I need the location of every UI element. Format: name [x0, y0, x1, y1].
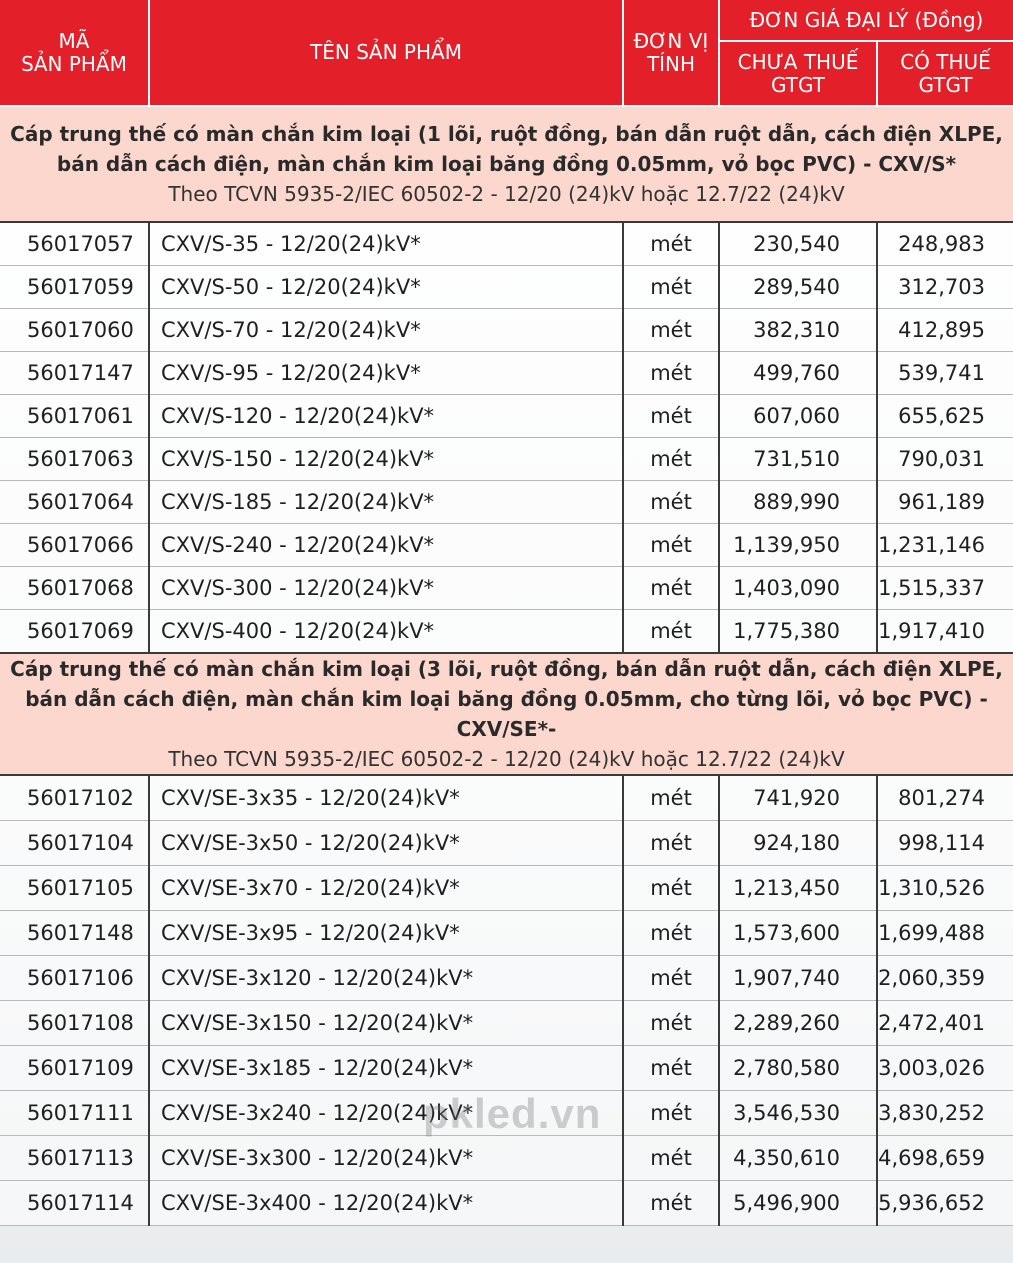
price-incl-vat: 412,895	[877, 309, 1013, 352]
product-name: CXV/S-95 - 12/20(24)kV*	[149, 352, 623, 395]
product-name: CXV/SE-3x70 - 12/20(24)kV*	[149, 866, 623, 911]
table-row	[0, 395, 1013, 438]
product-name: CXV/SE-3x50 - 12/20(24)kV*	[149, 821, 623, 866]
product-unit: mét	[623, 481, 719, 524]
header-unit	[623, 0, 719, 106]
product-unit: mét	[623, 352, 719, 395]
section-heading-cell	[0, 653, 1013, 775]
price-incl-vat: 2,060,359	[877, 956, 1013, 1001]
product-name: CXV/S-35 - 12/20(24)kV*	[149, 222, 623, 266]
price-incl-vat: 1,231,146	[877, 524, 1013, 567]
product-unit: mét	[623, 567, 719, 610]
price-excl-vat: 607,060	[719, 395, 877, 438]
header-price-excl	[719, 41, 877, 106]
price-excl-vat: 1,573,600	[719, 911, 877, 956]
table-row	[0, 911, 1013, 956]
product-code: 56017064	[0, 481, 149, 524]
product-code: 56017148	[0, 911, 149, 956]
table-row	[0, 438, 1013, 481]
price-excl-vat: 1,213,450	[719, 866, 877, 911]
table-row	[0, 821, 1013, 866]
product-code: 56017114	[0, 1181, 149, 1226]
product-unit: mét	[623, 1136, 719, 1181]
product-unit: mét	[623, 866, 719, 911]
price-incl-vat: 1,515,337	[877, 567, 1013, 610]
product-name: CXV/SE-3x95 - 12/20(24)kV*	[149, 911, 623, 956]
product-name: CXV/S-400 - 12/20(24)kV*	[149, 610, 623, 654]
section-title: Cáp trung thế có màn chắn kim loại (3 lõi, ruột đồng, bán dẫn ruột dẫn, cách điện XLPE, bán dẫn cách điện, màn chắn kim loại băng đồng 0.05mm, cho từng lõi, vỏ bọc PVC) - CXV/SE*-	[10, 657, 1003, 741]
table-row	[0, 866, 1013, 911]
product-unit: mét	[623, 309, 719, 352]
header-price-incl-label: CÓ THUẾ GTGT	[900, 49, 991, 97]
product-name: CXV/SE-3x35 - 12/20(24)kV*	[149, 775, 623, 821]
price-incl-vat: 248,983	[877, 222, 1013, 266]
header-price-group	[719, 0, 1013, 41]
product-code: 56017057	[0, 222, 149, 266]
product-name: CXV/S-300 - 12/20(24)kV*	[149, 567, 623, 610]
table-row	[0, 1181, 1013, 1226]
header-price-excl-label: CHƯA THUẾ GTGT	[737, 49, 859, 97]
product-name: CXV/S-150 - 12/20(24)kV*	[149, 438, 623, 481]
product-code: 56017106	[0, 956, 149, 1001]
header-price-incl	[877, 41, 1013, 106]
price-excl-vat: 1,139,950	[719, 524, 877, 567]
price-incl-vat: 1,699,488	[877, 911, 1013, 956]
product-name: CXV/S-120 - 12/20(24)kV*	[149, 395, 623, 438]
product-unit: mét	[623, 1181, 719, 1226]
header-name	[149, 0, 623, 106]
price-excl-vat: 889,990	[719, 481, 877, 524]
table-row	[0, 222, 1013, 266]
table-row	[0, 352, 1013, 395]
table-row	[0, 481, 1013, 524]
price-incl-vat: 3,830,252	[877, 1091, 1013, 1136]
table-row	[0, 567, 1013, 610]
section-standard: Theo TCVN 5935-2/IEC 60502-2 - 12/20 (24)kV hoặc 12.7/22 (24)kV	[168, 182, 845, 206]
product-code: 56017104	[0, 821, 149, 866]
product-name: CXV/SE-3x240 - 12/20(24)kV*	[149, 1091, 623, 1136]
price-excl-vat: 924,180	[719, 821, 877, 866]
product-unit: mét	[623, 610, 719, 654]
product-code: 56017059	[0, 266, 149, 309]
price-incl-vat: 1,917,410	[877, 610, 1013, 654]
price-excl-vat: 1,907,740	[719, 956, 877, 1001]
product-name: CXV/S-185 - 12/20(24)kV*	[149, 481, 623, 524]
product-unit: mét	[623, 775, 719, 821]
section-heading-cell	[0, 106, 1013, 222]
price-excl-vat: 1,403,090	[719, 567, 877, 610]
section-heading-2	[0, 653, 1013, 775]
product-unit: mét	[623, 1046, 719, 1091]
section-rows-2	[0, 775, 1013, 1226]
table-row	[0, 524, 1013, 567]
table-row	[0, 956, 1013, 1001]
section-title: Cáp trung thế có màn chắn kim loại (1 lõi, ruột đồng, bán dẫn ruột dẫn, cách điện XLPE, bán dẫn cách điện, màn chắn kim loại băng đồng 0.05mm, vỏ bọc PVC) - CXV/S*	[10, 122, 1003, 176]
header-price-group-label: ĐƠN GIÁ ĐẠI LÝ (Đồng)	[749, 7, 984, 32]
product-unit: mét	[623, 222, 719, 266]
table-header	[0, 0, 1013, 106]
product-code: 56017108	[0, 1001, 149, 1046]
product-unit: mét	[623, 524, 719, 567]
product-name: CXV/SE-3x300 - 12/20(24)kV*	[149, 1136, 623, 1181]
table-row	[0, 1136, 1013, 1181]
product-name: CXV/SE-3x185 - 12/20(24)kV*	[149, 1046, 623, 1091]
table-row	[0, 1046, 1013, 1091]
price-excl-vat: 731,510	[719, 438, 877, 481]
price-incl-vat: 961,189	[877, 481, 1013, 524]
product-code: 56017060	[0, 309, 149, 352]
header-code	[0, 0, 149, 106]
price-incl-vat: 2,472,401	[877, 1001, 1013, 1046]
section-rows-1	[0, 222, 1013, 653]
product-name: CXV/S-240 - 12/20(24)kV*	[149, 524, 623, 567]
table-row	[0, 775, 1013, 821]
product-code: 56017066	[0, 524, 149, 567]
price-incl-vat: 1,310,526	[877, 866, 1013, 911]
product-unit: mét	[623, 1091, 719, 1136]
price-excl-vat: 741,920	[719, 775, 877, 821]
product-code: 56017109	[0, 1046, 149, 1091]
table-row	[0, 610, 1013, 654]
product-unit: mét	[623, 266, 719, 309]
price-excl-vat: 230,540	[719, 222, 877, 266]
table-row	[0, 309, 1013, 352]
price-excl-vat: 2,289,260	[719, 1001, 877, 1046]
product-name: CXV/S-50 - 12/20(24)kV*	[149, 266, 623, 309]
product-code: 56017061	[0, 395, 149, 438]
product-name: CXV/SE-3x150 - 12/20(24)kV*	[149, 1001, 623, 1046]
header-name-label: TÊN SẢN PHẨM	[310, 40, 462, 64]
price-excl-vat: 499,760	[719, 352, 877, 395]
product-unit: mét	[623, 956, 719, 1001]
price-incl-vat: 4,698,659	[877, 1136, 1013, 1181]
price-incl-vat: 655,625	[877, 395, 1013, 438]
price-excl-vat: 5,496,900	[719, 1181, 877, 1226]
table-row	[0, 1001, 1013, 1046]
product-unit: mét	[623, 395, 719, 438]
section-standard: Theo TCVN 5935-2/IEC 60502-2 - 12/20 (24)kV hoặc 12.7/22 (24)kV	[168, 747, 845, 771]
price-incl-vat: 790,031	[877, 438, 1013, 481]
product-code: 56017147	[0, 352, 149, 395]
price-excl-vat: 3,546,530	[719, 1091, 877, 1136]
price-excl-vat: 1,775,380	[719, 610, 877, 654]
product-name: CXV/SE-3x120 - 12/20(24)kV*	[149, 956, 623, 1001]
price-incl-vat: 539,741	[877, 352, 1013, 395]
product-code: 56017105	[0, 866, 149, 911]
price-excl-vat: 289,540	[719, 266, 877, 309]
price-incl-vat: 801,274	[877, 775, 1013, 821]
product-name: CXV/S-70 - 12/20(24)kV*	[149, 309, 623, 352]
product-code: 56017111	[0, 1091, 149, 1136]
product-code: 56017069	[0, 610, 149, 654]
price-excl-vat: 382,310	[719, 309, 877, 352]
product-code: 56017102	[0, 775, 149, 821]
product-unit: mét	[623, 911, 719, 956]
watermark-text: pkled.vn	[423, 1090, 602, 1137]
product-code: 56017113	[0, 1136, 149, 1181]
price-excl-vat: 2,780,580	[719, 1046, 877, 1091]
product-unit: mét	[623, 821, 719, 866]
product-unit: mét	[623, 438, 719, 481]
product-name: CXV/SE-3x400 - 12/20(24)kV*	[149, 1181, 623, 1226]
product-code: 56017068	[0, 567, 149, 610]
header-code-label: MÃ SẢN PHẨM	[21, 28, 127, 76]
price-incl-vat: 5,936,652	[877, 1181, 1013, 1226]
price-excl-vat: 4,350,610	[719, 1136, 877, 1181]
price-incl-vat: 3,003,026	[877, 1046, 1013, 1091]
header-unit-label: ĐƠN VỊ TÍNH	[633, 28, 709, 76]
section-heading-1	[0, 106, 1013, 222]
product-code: 56017063	[0, 438, 149, 481]
price-incl-vat: 998,114	[877, 821, 1013, 866]
price-incl-vat: 312,703	[877, 266, 1013, 309]
table-row	[0, 266, 1013, 309]
product-unit: mét	[623, 1001, 719, 1046]
